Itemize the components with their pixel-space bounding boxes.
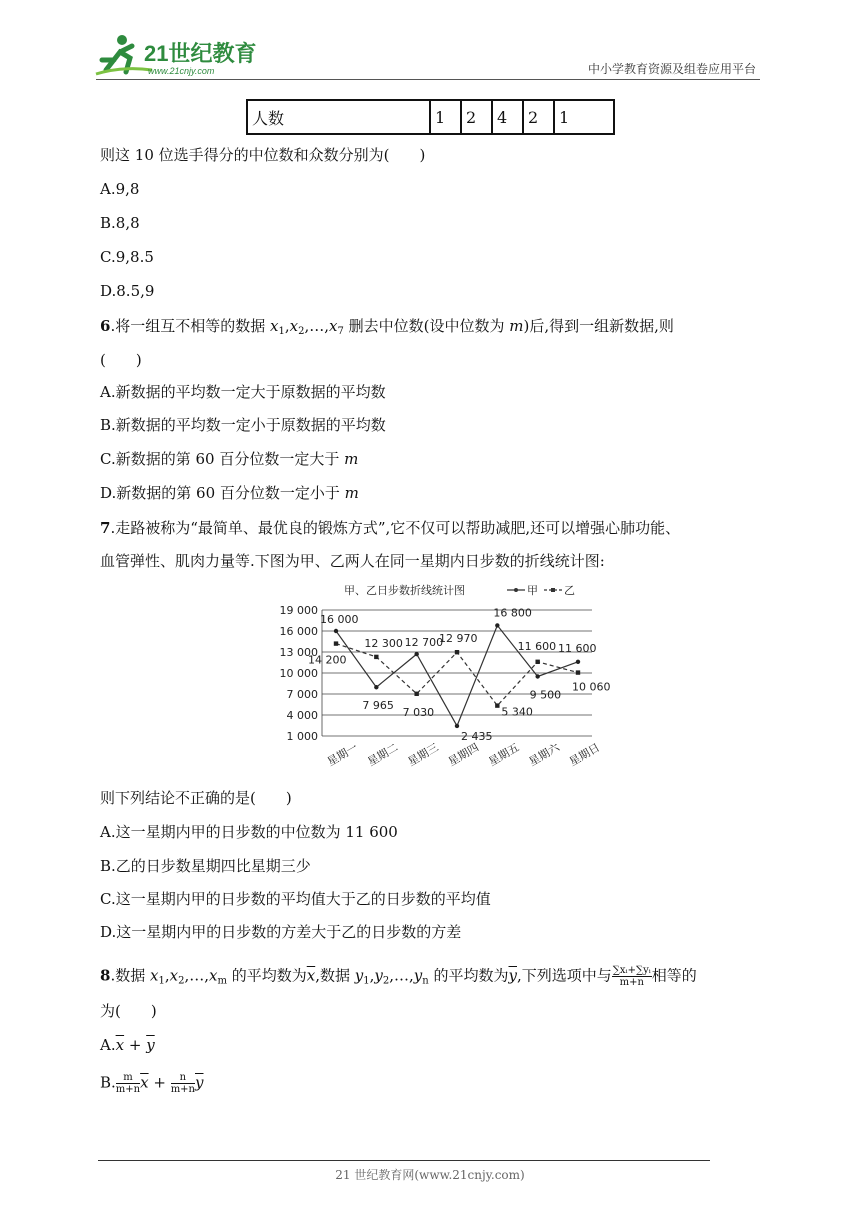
q5-option-b: B.8,8: [100, 214, 140, 232]
q7-question: 则下列结论不正确的是( ): [100, 789, 292, 807]
data-label: 9 500: [529, 688, 562, 702]
fraction: [171, 1072, 195, 1095]
data-point-yi: [374, 655, 378, 659]
q5-option-d: D.8.5,9: [100, 282, 155, 300]
q6-stem-text: )后,得到一组新数据,则: [523, 317, 674, 335]
data-point-jia: [576, 660, 580, 664]
q5-stem-text: 则这: [100, 146, 135, 164]
subscript: 1: [158, 975, 165, 987]
q5-option-a: A.9,8: [100, 180, 140, 198]
q6-option-d-text: D.新数据的第 60 百分位数一定小于: [100, 484, 345, 502]
subscript: 1: [363, 975, 370, 987]
x-tick-label: 星期日: [567, 740, 603, 769]
header-divider: [96, 79, 760, 80]
fraction-numerator: ∑xᵢ+∑yᵢ: [612, 965, 651, 976]
q7-stem-line1: [100, 518, 680, 538]
table-cell: 1: [430, 100, 461, 134]
data-label: 5 340: [501, 705, 533, 719]
q8-stem-text: 相等的: [651, 966, 697, 985]
chart-title: 甲、乙日步数折线统计图: [344, 584, 465, 597]
variable-x: x: [269, 317, 279, 335]
q8-option-b: B. $\frac{m}{m+n}$ $\overline{x}$ + $\frac{n}{m+n}$ $\overline{y}$: [100, 1072, 204, 1095]
q6-option-c: [100, 449, 358, 469]
q7-option-a: A.这一星期内甲的日步数的中位数为 11 600: [100, 823, 398, 841]
q6-option-b: B.新数据的平均数一定小于原数据的平均数: [100, 416, 386, 434]
chart-legend: [507, 584, 575, 597]
y-tick-label: 16 000: [279, 625, 318, 638]
subscript: 1: [278, 326, 285, 337]
data-point-yi: [455, 650, 459, 654]
q7-option-c: C.这一星期内甲的日步数的平均值大于乙的日步数的平均值: [100, 890, 491, 908]
option-label: B.: [100, 1073, 116, 1092]
data-point-yi: [576, 670, 580, 674]
q5-stem-text: 位选手得分的中位数和众数分别为( ): [153, 146, 426, 164]
q6-stem-text: .将一组互不相等的数据: [110, 317, 270, 335]
q6-option-c-text: C.新数据的第 60 百分位数一定大于: [100, 450, 345, 468]
score-table: [246, 99, 615, 135]
q8-stem: 8.数据 $x_1,x_2,\dots,x_m$ 的平均数为$\overline{x}$,数据 $y_1,y_2,\dots,y_n$ 的平均数为$\overline{y}$,下列选项中与 $\frac{\text{∑xᵢ+∑yᵢ}}{m+n}$ 相等的: [100, 965, 697, 988]
fraction-denominator: m+n: [619, 977, 644, 988]
legend-label-jia: 甲: [527, 584, 538, 597]
q7-option-b: B.乙的日步数星期四比星期三少: [100, 857, 311, 875]
variable-m: m: [509, 317, 524, 335]
option-label: A.: [100, 1036, 116, 1054]
logo-text: 21世纪教育: [144, 41, 257, 66]
data-label: 12 700: [404, 636, 444, 650]
q7-stem-text: .走路被称为“最简单、最优良的锻炼方式”,它不仅可以帮助减肥,还可以增强心肺功能、: [110, 519, 681, 537]
y-bar-symbol: $\overline{y}$: [508, 966, 517, 985]
q5-stem: [100, 145, 425, 165]
fraction-numerator: n: [171, 1072, 195, 1084]
q8-stem-text: .数据: [110, 966, 150, 985]
sum-fraction: [612, 965, 652, 988]
fraction-denominator: m+n: [115, 1084, 141, 1095]
fraction-numerator: m: [116, 1072, 140, 1084]
site-logo: [92, 30, 262, 78]
legend-label-yi: 乙: [564, 584, 575, 597]
variable-x: x: [329, 317, 338, 335]
data-point-jia: [535, 674, 539, 678]
y-tick-label: 1 000: [286, 730, 318, 743]
data-point-jia: [495, 623, 499, 627]
q6-option-a: A.新数据的平均数一定大于原数据的平均数: [100, 383, 386, 401]
y-tick-label: 10 000: [279, 667, 318, 680]
subscript: n: [422, 975, 429, 987]
data-label: 12 300: [364, 636, 403, 650]
data-point-yi: [495, 703, 499, 707]
variable-m: m: [344, 450, 359, 468]
data-point-jia: [374, 685, 378, 689]
variable-y: y: [413, 966, 423, 985]
table-cell: 2: [461, 100, 492, 134]
q8-option-a: $A.\overline{x} + \overline{y}$: [100, 1036, 155, 1054]
q8-answer-paren: 为( ): [100, 1002, 157, 1020]
q8-stem-text: 的平均数为: [428, 966, 509, 985]
y-tick-label: 19 000: [279, 604, 318, 617]
data-label: 14 200: [308, 653, 347, 667]
data-point-jia: [414, 652, 418, 656]
data-point-yi: [334, 641, 338, 645]
variable-x: x: [209, 966, 218, 985]
x-tick-label: 星期六: [526, 740, 562, 769]
y-tick-label: 7 000: [286, 688, 318, 701]
y-tick-label: 4 000: [286, 709, 318, 722]
q6-stem: 6.将一组互不相等的数据 $x_1,x_2,\dots,x_7$ 删去中位数(设中位数为 m)后,得到一组新数据,则: [100, 317, 674, 337]
question-number: 7: [100, 519, 111, 537]
q6-option-d: [100, 483, 359, 503]
header-platform-text: 中小学教育资源及组卷应用平台: [587, 62, 756, 76]
x-tick-label: 星期三: [405, 740, 441, 769]
table-row-label: 人数: [247, 100, 430, 134]
data-label: 2 435: [461, 729, 493, 743]
data-label: 11 600: [558, 641, 597, 655]
subscript: m: [217, 975, 227, 987]
x-bar-symbol: $\overline{x}$: [140, 1073, 149, 1092]
q7-option-d: D.这一星期内甲的日步数的方差大于乙的日步数的方差: [100, 923, 462, 941]
q8-stem-text: ,数据: [315, 966, 355, 985]
y-bar-symbol: $\overline{y}$: [146, 1036, 155, 1054]
subscript: 7: [337, 326, 344, 337]
q6-answer-paren: ( ): [100, 351, 142, 369]
variable-x: x: [149, 966, 159, 985]
q7-stem-line2: 血管弹性、肌肉力量等.下图为甲、乙两人在同一星期内日步数的折线统计图:: [100, 552, 605, 570]
data-label: 16 000: [320, 613, 359, 626]
data-point-yi: [535, 660, 539, 664]
question-number: 6: [100, 317, 111, 335]
x-tick-label: 星期五: [486, 740, 522, 769]
q5-stem-number: 10: [134, 146, 154, 164]
subscript: 2: [298, 326, 305, 337]
q6-stem-text: 删去中位数(设中位数为: [343, 317, 510, 335]
q5-option-c: C.9,8.5: [100, 248, 154, 266]
logo-url: www.21cnjy.com: [148, 66, 215, 76]
data-label: 7 965: [362, 699, 394, 713]
variable-x: x: [169, 966, 179, 985]
data-label: 7 030: [402, 705, 435, 719]
data-point-jia: [334, 629, 338, 633]
q8-stem-text: 的平均数为: [226, 966, 307, 985]
data-label: 11 600: [517, 639, 557, 653]
subscript: 2: [178, 975, 185, 987]
y-bar-symbol: $\overline{y}$: [195, 1073, 204, 1092]
data-label: 12 970: [439, 632, 478, 646]
question-number: 8: [100, 966, 111, 985]
table-cell: 4: [492, 100, 523, 134]
x-bar-symbol: $\overline{x}$: [115, 1036, 125, 1054]
variable-x: x: [289, 317, 299, 335]
variable-m: m: [344, 484, 359, 502]
x-bar-symbol: $\overline{x}$: [306, 966, 316, 985]
fraction-denominator: m+n: [170, 1084, 195, 1095]
step-count-line-chart: [262, 578, 611, 778]
variable-y: y: [354, 966, 364, 985]
subscript: 2: [382, 975, 390, 987]
x-tick-label: 星期一: [325, 740, 361, 769]
footer-divider: [98, 1160, 710, 1161]
data-point-yi: [414, 692, 418, 696]
table-cell: 1: [554, 100, 614, 134]
data-point-jia: [455, 724, 459, 728]
variable-y: y: [374, 966, 383, 985]
data-label: 16 800: [493, 606, 532, 620]
fraction: [116, 1072, 140, 1095]
data-label: 10 060: [572, 680, 611, 694]
table-cell: 2: [523, 100, 554, 134]
table-row: [247, 100, 614, 134]
x-tick-label: 星期四: [446, 740, 482, 769]
footer-text: 21 世纪教育网(www.21cnjy.com): [335, 1168, 525, 1182]
y-tick-label: 13 000: [279, 646, 318, 659]
x-tick-label: 星期二: [365, 740, 401, 769]
q8-stem-text: ,下列选项中与: [517, 966, 612, 985]
